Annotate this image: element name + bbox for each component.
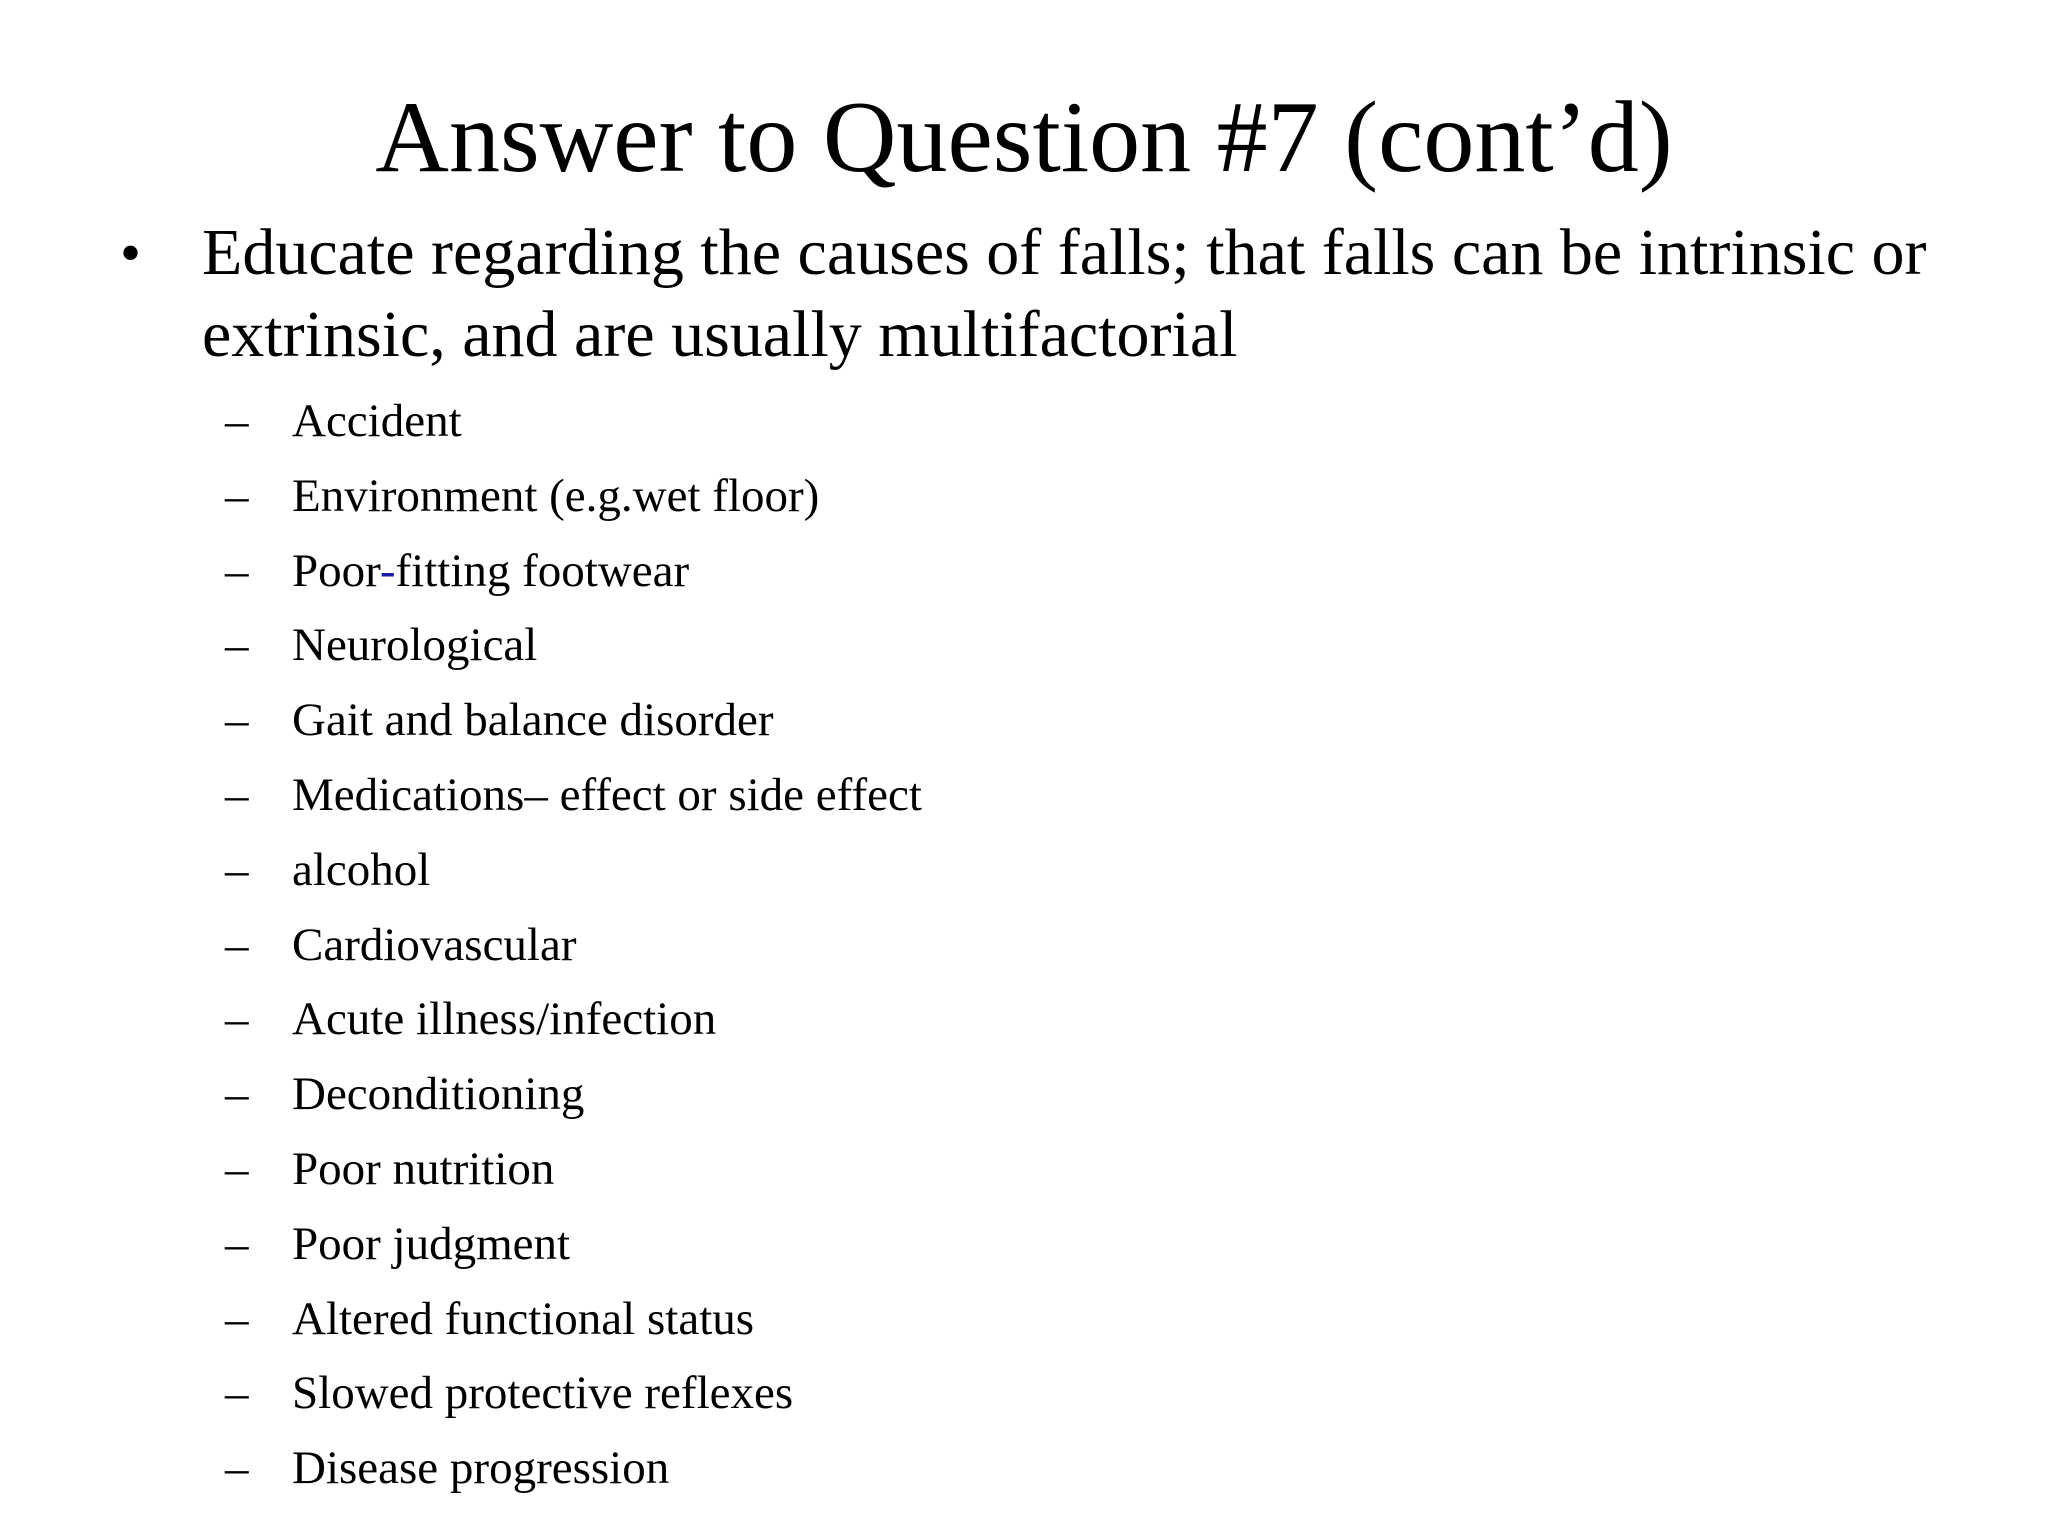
dash-icon: – <box>225 1217 249 1270</box>
main-bullet-text: Educate regarding the causes of falls; that falls can be intrinsic or extrinsic, and are usually multifactorial <box>202 216 1927 371</box>
list-item-text: Disease progression <box>292 1442 670 1495</box>
list-item-text: Deconditioning <box>292 1068 585 1121</box>
list-item-text: Cardiovascular <box>292 918 577 971</box>
dash-icon: – <box>225 469 249 522</box>
dash-icon: – <box>225 918 249 971</box>
dash-icon: – <box>225 993 249 1046</box>
footwear-part-after: fitting footwear <box>395 544 690 597</box>
dash-icon: – <box>225 395 249 447</box>
dash-icon: – <box>225 1142 249 1195</box>
dash-icon: – <box>225 1367 249 1420</box>
list-item-text: Slowed protective reflexes <box>292 1367 794 1420</box>
list-item-text: Neurological <box>292 619 538 672</box>
slide-title: Answer to Question #7 (cont’d) <box>375 81 1673 194</box>
dash-icon: – <box>225 843 249 896</box>
list-item-text: Gait and balance disorder <box>292 694 774 747</box>
dash-icon: – <box>225 1068 249 1121</box>
list-item-text: Poor nutrition <box>292 1142 555 1195</box>
bullet-dot-icon: • <box>120 220 142 286</box>
footwear-part-before: Poor <box>292 544 380 597</box>
dash-icon: – <box>225 694 249 747</box>
list-item-text: Medications– effect or side effect <box>292 768 922 821</box>
footwear-hyphen: - <box>379 544 396 597</box>
list-item-text-footwear <box>292 534 689 608</box>
dash-icon: – <box>225 768 249 821</box>
dash-icon: – <box>225 1442 249 1495</box>
list-item-text: alcohol <box>292 843 431 896</box>
list-item-text: Poor judgment <box>292 1217 571 1270</box>
list-item-text: Accident <box>292 395 462 447</box>
list-item-text: Altered functional status <box>292 1292 755 1345</box>
dash-icon: – <box>225 1292 249 1345</box>
dash-icon: – <box>225 544 249 597</box>
list-item-text: Environment (e.g.wet floor) <box>292 469 820 522</box>
dash-icon: – <box>225 619 249 672</box>
list-item-text: Acute illness/infection <box>292 993 717 1046</box>
